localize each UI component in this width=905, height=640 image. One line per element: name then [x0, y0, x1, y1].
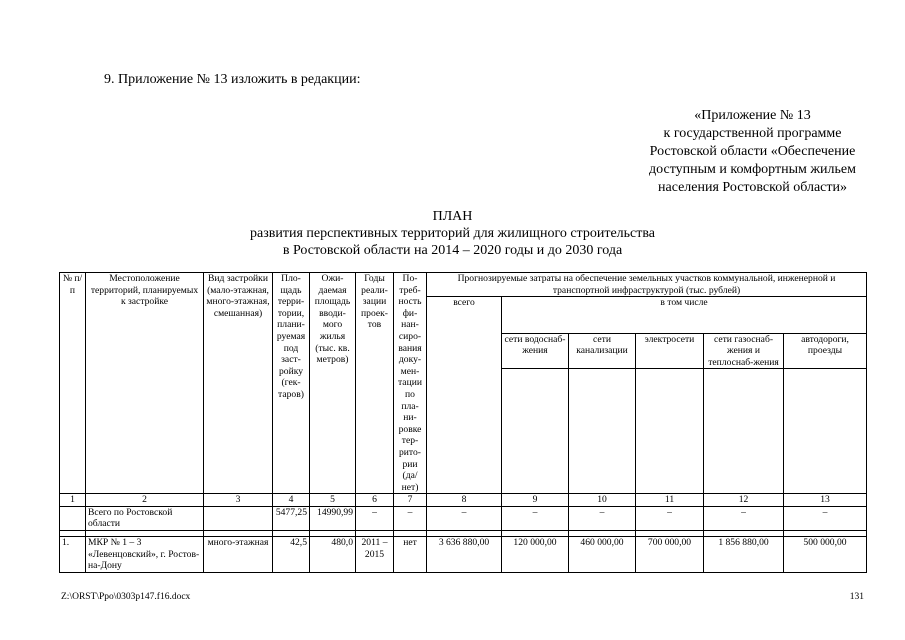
- column-number: 2: [86, 494, 204, 507]
- table-row: [60, 537, 867, 573]
- cell-build-type: много-этажная: [204, 537, 273, 573]
- header-total: всего: [427, 297, 502, 494]
- header-empty-cell: [569, 369, 636, 494]
- header-gas: сети газоснаб-жения и теплоснаб-жения: [704, 333, 784, 369]
- footer-page-number: 131: [849, 592, 864, 602]
- header-empty-cell: [502, 369, 569, 494]
- header-incl: в том числе: [502, 297, 867, 333]
- cell-years: 2011 – 2015: [356, 537, 394, 573]
- column-number: 11: [636, 494, 704, 507]
- header-water: сети водоснаб-жения: [502, 333, 569, 369]
- column-number: 10: [569, 494, 636, 507]
- cell-total: –: [427, 506, 502, 530]
- header-area: Пло-щадь терри-тории, плани-руемая под заст-ройку (гек-таров): [273, 273, 310, 494]
- cell-sewer: 460 000,00: [569, 537, 636, 573]
- plan-title-subtitle: развития перспективных территорий для жилищного строительства: [249, 226, 656, 241]
- cell-area: 5477,25: [273, 506, 310, 530]
- cell-gas: –: [704, 506, 784, 530]
- cell-build-type: [204, 506, 273, 530]
- cell-num: 1.: [60, 537, 86, 573]
- cell-housing: 14990,99: [310, 506, 356, 530]
- cell-need: нет: [394, 537, 427, 573]
- cell-power: 700 000,00: [636, 537, 704, 573]
- appendix-line: «Приложение № 13: [694, 108, 811, 123]
- cell-need: –: [394, 506, 427, 530]
- header-sewer: сети канализации: [569, 333, 636, 369]
- appendix-line: к государственной программе: [663, 126, 842, 141]
- footer-file-path: Z:\ORST\Ppo\0303p147.f16.docx: [61, 592, 191, 602]
- column-number: 4: [273, 494, 310, 507]
- table-row: [60, 506, 867, 530]
- header-costs: Прогнозируемые затраты на обеспечение земельных участков коммунальной, инженерной и транспортной инфраструктурой (тыс. рублей): [427, 273, 867, 297]
- cell-area: 42,5: [273, 537, 310, 573]
- header-need: По-треб-ность фи-нан-сиро-вания доку-мен-тации по пла-ни-ровке тер-рито-рии (да/ нет): [394, 273, 427, 494]
- cell-housing: 480,0: [310, 537, 356, 573]
- header-build-type: Вид застройки (мало-этажная, много-этажная, смешанная): [204, 273, 273, 494]
- column-number: 13: [784, 494, 867, 507]
- cell-num: [60, 506, 86, 530]
- appendix-line: Ростовской области «Обеспечение: [649, 144, 856, 159]
- column-number: 7: [394, 494, 427, 507]
- cell-water: 120 000,00: [502, 537, 569, 573]
- column-number: 8: [427, 494, 502, 507]
- column-number: 3: [204, 494, 273, 507]
- cell-years: –: [356, 506, 394, 530]
- column-number-row: [60, 494, 867, 507]
- plan-table: [59, 272, 867, 573]
- header-years: Годы реали-зации проек-тов: [356, 273, 394, 494]
- cell-roads: 500 000,00: [784, 537, 867, 573]
- table-header-row: [60, 273, 867, 297]
- header-location: Местоположение территорий, планируемых к застройке: [86, 273, 204, 494]
- header-power: электросети: [636, 333, 704, 369]
- cell-location: МКР № 1 – 3 «Левенцовский», г. Ростов-на-Дону: [86, 537, 204, 573]
- header-num: № п/п: [60, 273, 86, 494]
- header-empty-cell: [636, 369, 704, 494]
- appendix-line: населения Ростовской области»: [658, 180, 847, 195]
- header-roads: автодороги, проезды: [784, 333, 867, 369]
- cell-location: Всего по Ростовской области: [86, 506, 204, 530]
- appendix-line: доступным и комфортным жильем: [649, 162, 856, 177]
- plan-title-period: в Ростовской области на 2014 – 2020 годы и до 2030 года: [282, 243, 623, 258]
- intro-line: 9. Приложение № 13 изложить в редакции:: [104, 72, 361, 87]
- cell-sewer: –: [569, 506, 636, 530]
- cell-power: –: [636, 506, 704, 530]
- column-number: 6: [356, 494, 394, 507]
- column-number: 5: [310, 494, 356, 507]
- plan-title-main: ПЛАН: [432, 209, 473, 224]
- cell-gas: 1 856 880,00: [704, 537, 784, 573]
- cell-roads: –: [784, 506, 867, 530]
- plan-title: [0, 208, 905, 259]
- column-number: 9: [502, 494, 569, 507]
- header-empty-cell: [704, 369, 784, 494]
- header-housing: Ожи-даемая площадь вводи-мого жилья (тыс. кв. метров): [310, 273, 356, 494]
- cell-total: 3 636 880,00: [427, 537, 502, 573]
- header-empty-cell: [784, 369, 867, 494]
- column-number: 1: [60, 494, 86, 507]
- column-number: 12: [704, 494, 784, 507]
- cell-water: –: [502, 506, 569, 530]
- appendix-heading: [630, 107, 875, 197]
